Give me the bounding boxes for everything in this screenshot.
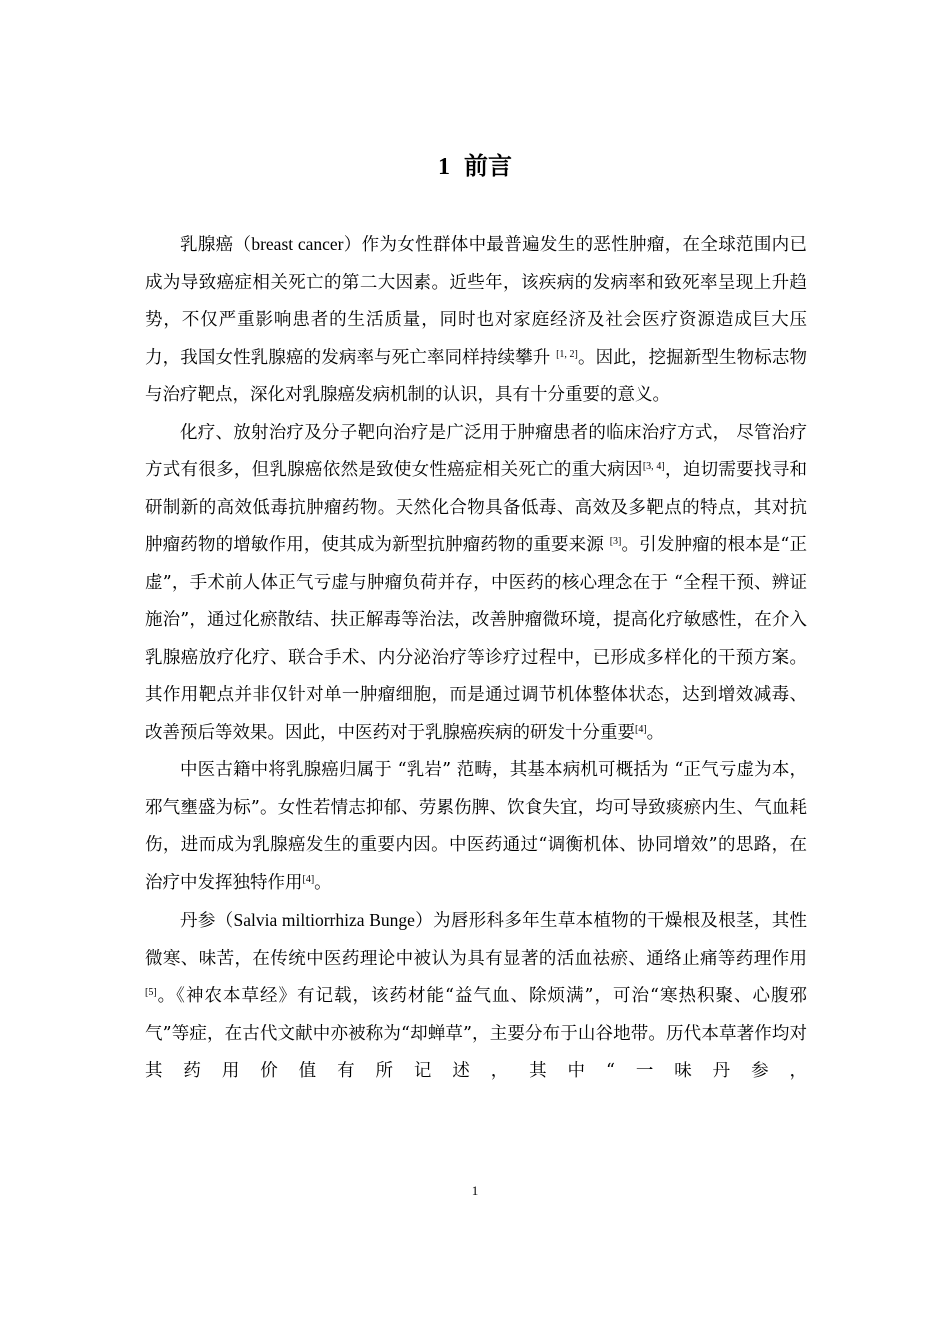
paragraph bbox=[145, 415, 807, 753]
page-number: 1 bbox=[471, 1183, 479, 1198]
text-run: 化疗、放射治疗及分子靶向治疗是广泛用于肿瘤患者的临床治疗方式， 尽管治疗方式有很多，但乳腺癌依然是致使女性癌症相关死亡的重大病因 bbox=[145, 422, 807, 480]
paragraph bbox=[145, 902, 807, 1091]
latin-term: breast cancer bbox=[251, 234, 344, 254]
text-run: ）作为女性群体中最普遍发生的恶性肿瘤，在全球范围内已成为导致癌症相关死亡的第二大因素。近些年，该疾病的发病率和致死率呈现上升趋势，不仅严重影响患者的生活质量，同时也对家庭经济及社会医疗资源造成巨大压力，我国女性乳腺癌的发病率与死亡率同样持续攀升 bbox=[145, 235, 808, 368]
text-run: 。因此，挖掘新型生物标志物与治疗靶点，深化对乳腺癌发病机制的认识，具有十分重要的意义。 bbox=[145, 347, 808, 405]
citation: [1, 2] bbox=[556, 348, 578, 360]
text-run: 。引发肿瘤的根本是“正虚”，手术前人体正气亏虚与肿瘤负荷并存，中医药的核心理念在于 “全程干预、辨证施治”，通过化瘀散结、扶正解毒等治法，改善肿瘤微环境，提高化疗敏感性，在介入乳腺癌放疗化疗、联合手术、内分泌治疗等诊疗过程中，已形成多样化的干预方案。其作用靶点并非仅针对单一肿瘤细胞，而是通过调节机体整体状态，达到增效减毒、改善预后等效果。因此，中医药对于乳腺癌疾病的研发十分重要 bbox=[145, 535, 808, 743]
section-title: 前言 bbox=[464, 151, 512, 180]
text-run: 。 bbox=[314, 872, 332, 893]
body-text bbox=[145, 226, 807, 1091]
citation: [5] bbox=[145, 987, 157, 998]
paragraph bbox=[145, 226, 807, 415]
text-run: ）为唇形科多年生草本植物的干燥根及根茎，其性微寒、味苦，在传统中医药理论中被认为具有显著的活血祛瘀、通络止痛等药理作用 bbox=[145, 911, 808, 969]
citation: [4] bbox=[635, 723, 647, 735]
section-heading bbox=[0, 148, 950, 185]
citation: [3, 4] bbox=[642, 461, 665, 472]
text-run: 丹参（ bbox=[180, 911, 234, 931]
text-run: 。《神农本草经》有记载，该药材能“益气血、除烦满”，可治“寒热积聚、心腹邪气”等症，在古代文献中亦被称为“却蝉草”，主要分布于山谷地带。历代本草著作均对其药用价值有所记述，其中“一味丹参， bbox=[145, 986, 807, 1081]
section-number: 1 bbox=[438, 154, 450, 180]
paragraph bbox=[145, 752, 807, 902]
latin-term: Salvia miltiorrhiza Bunge bbox=[233, 910, 415, 930]
text-run: 乳腺癌（ bbox=[180, 235, 252, 255]
text-run: 中医古籍中将乳腺癌归属于 “乳岩” 范畴，其基本病机可概括为 “正气亏虚为本，邪气壅盛为标”。女性若情志抑郁、劳累伤脾、饮食失宜，均可导致痰瘀内生、气血耗伤，进而成为乳腺癌发生的重要内因。中医药通过“调衡机体、协同增效”的思路，在治疗中发挥独特作用 bbox=[145, 760, 807, 893]
text-run: ，迫切需要找寻和研制新的高效低毒抗肿瘤药物。天然化合物具备低毒、高效及多靶点的特点，其对抗肿瘤药物的增敏作用，使其成为新型抗肿瘤药物的重要来源 bbox=[145, 460, 808, 555]
citation: [4] bbox=[302, 873, 315, 885]
citation: [3] bbox=[609, 536, 622, 547]
text-run: 。 bbox=[646, 722, 665, 743]
